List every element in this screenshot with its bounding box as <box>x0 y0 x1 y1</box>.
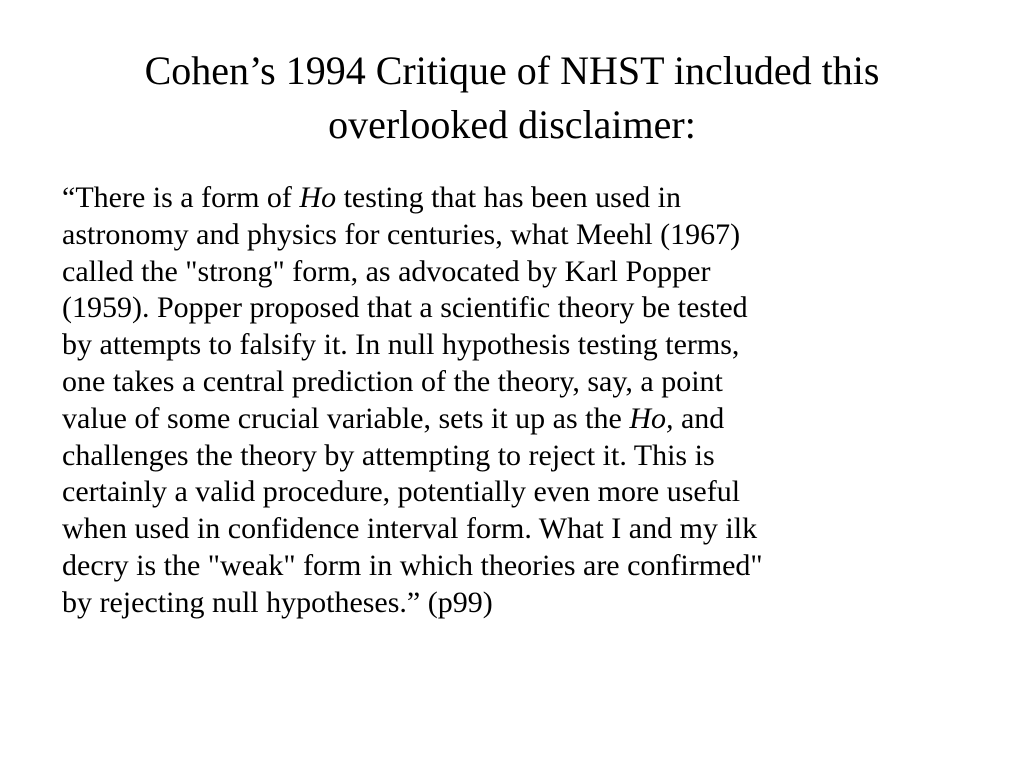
title-line: overlooked disclaimer: <box>328 102 696 147</box>
quote-line: by attempts to falsify it. In null hypothesis testing terms, <box>62 328 740 362</box>
quote-text: testing that has been used in <box>336 181 682 214</box>
quote-text: value of some crucial variable, sets it up as the <box>62 401 630 435</box>
quote-line: when used in confidence interval form. What I and my ilk <box>62 512 758 546</box>
title-line: Cohen’s 1994 Critique of NHST included this <box>144 48 880 93</box>
quote-line: astronomy and physics for centuries, what Meehl (1967) <box>62 217 741 251</box>
quote-line: (1959). Popper proposed that a scientific theory be tested <box>62 291 748 325</box>
quote-line: challenges the theory by attempting to reject it. This is <box>62 438 715 472</box>
quote-line: one takes a central prediction of the theory, say, a point <box>62 364 723 398</box>
quote-line: decry is the "weak" form in which theories are confirmed" <box>62 548 763 582</box>
quote-block <box>62 180 982 622</box>
quote-text: “There is a form of <box>62 181 300 214</box>
ho-term: Ho, <box>629 401 674 435</box>
slide-title <box>60 44 964 152</box>
quote-line <box>62 180 982 217</box>
quote-text: and <box>673 401 725 435</box>
quote-line <box>62 401 982 438</box>
ho-term: Ho <box>299 181 337 214</box>
quote-line: by rejecting null hypotheses.” (p99) <box>62 585 493 619</box>
quote-line: called the "strong" form, as advocated by Karl Popper <box>62 254 711 288</box>
quote-line: certainly a valid procedure, potentially even more useful <box>62 475 741 509</box>
